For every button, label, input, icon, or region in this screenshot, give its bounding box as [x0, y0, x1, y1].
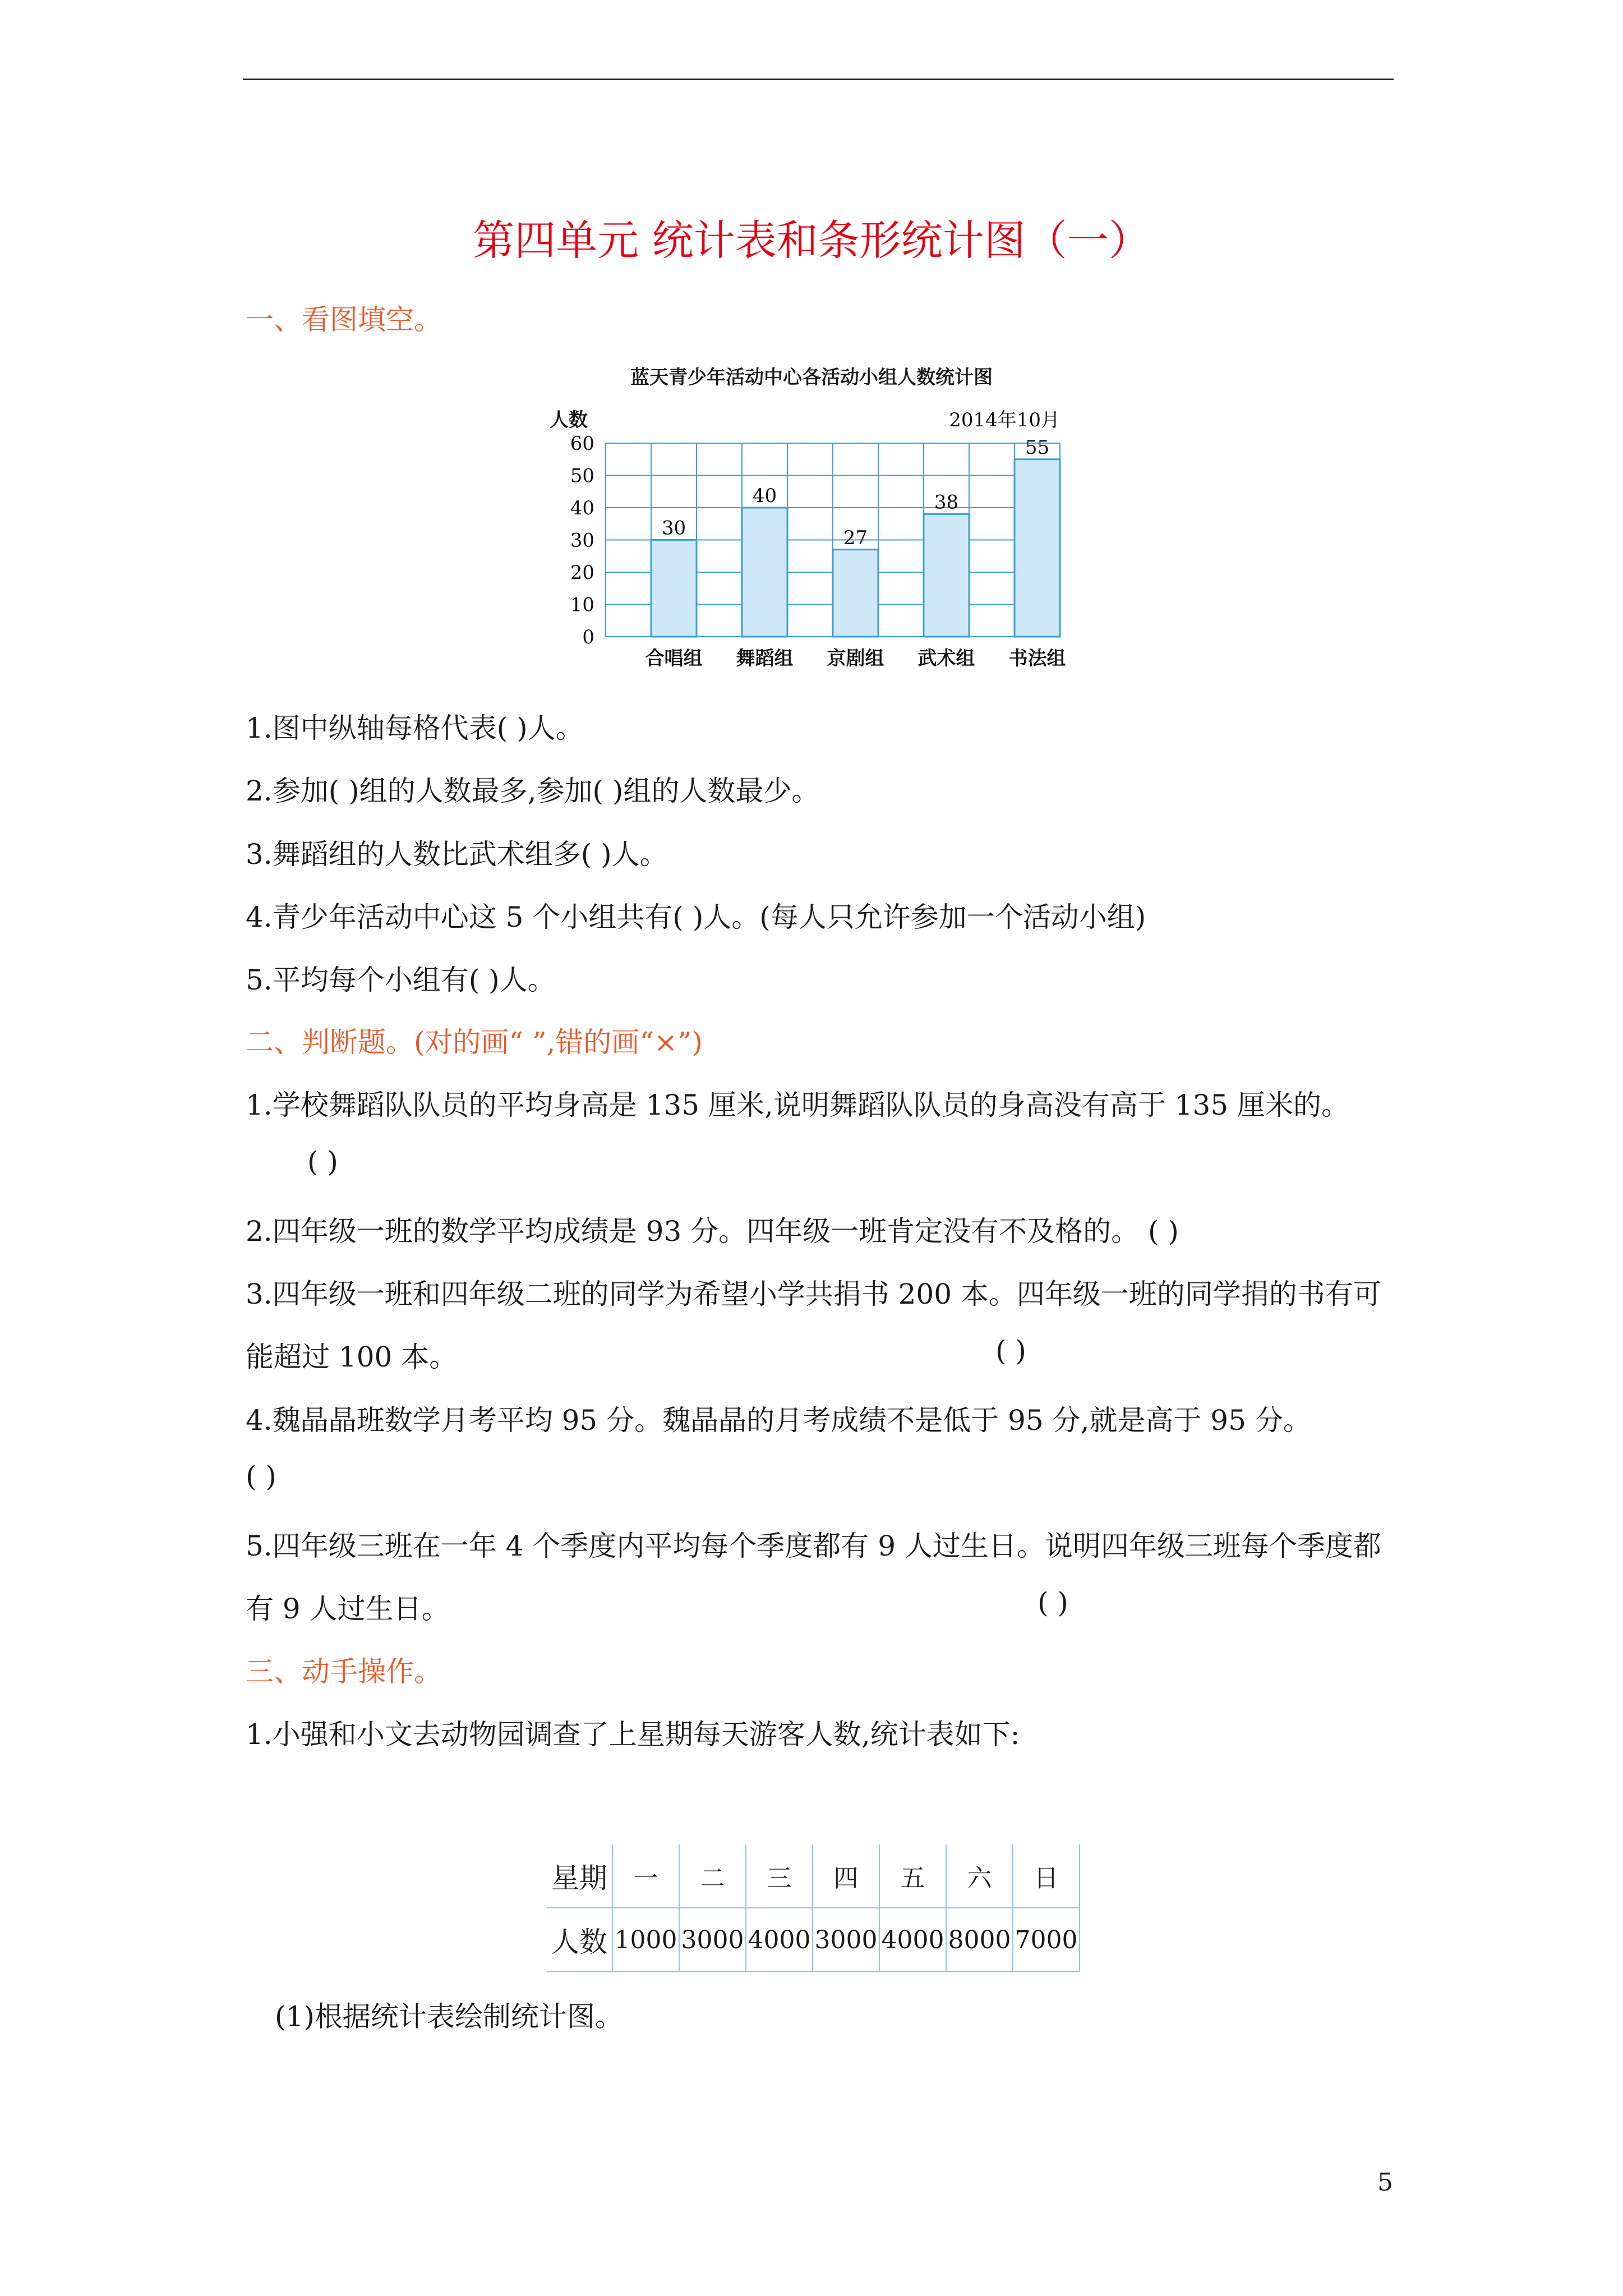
- judge-4-bracket: ( ): [246, 1460, 276, 1493]
- table-cell: 六: [946, 1844, 1013, 1908]
- judge-5-bracket: ( ): [1038, 1586, 1068, 1619]
- y-tick-label: 60: [570, 432, 594, 455]
- bar-value-label: 27: [843, 526, 868, 549]
- operation-sub1: (1)根据统计表绘制统计图。: [275, 2000, 623, 2033]
- table-header-cell: 星期: [547, 1844, 612, 1908]
- question-1-3: 3.舞蹈组的人数比武术组多( )人。: [246, 838, 668, 871]
- y-axis-label: 人数: [550, 409, 588, 431]
- x-tick-label: 京剧组: [827, 647, 884, 670]
- table-header-cell: 人数: [547, 1908, 612, 1972]
- table-cell: 4000: [746, 1908, 813, 1972]
- question-1-4: 4.青少年活动中心这 5 个小组共有( )人。(每人只允许参加一个活动小组): [246, 901, 1146, 933]
- question-1-1: 1.图中纵轴每格代表( )人。: [246, 712, 584, 744]
- table-cell: 二: [679, 1844, 746, 1908]
- judge-5: 5.四年级三班在一年 4 个季度内平均每个季度都有 9 人过生日。说明四年级三班每个季度都: [246, 1530, 1381, 1562]
- x-tick-label: 合唱组: [645, 647, 703, 670]
- judge-1-bracket: ( ): [307, 1145, 338, 1178]
- table-cell: 五: [879, 1844, 946, 1908]
- table-cell: 1000: [612, 1908, 679, 1972]
- y-tick-label: 10: [570, 593, 594, 616]
- bar-value-label: 30: [661, 517, 686, 540]
- bar-value-label: 55: [1025, 436, 1050, 459]
- section2-heading: 二、判断题。(对的画“ ”,错的画“×”): [246, 1026, 703, 1059]
- table-cell: 日: [1013, 1844, 1080, 1908]
- x-tick-label: 武术组: [917, 647, 975, 670]
- y-tick-label: 30: [570, 529, 594, 552]
- y-tick-label: 0: [582, 626, 594, 648]
- table-cell: 一: [612, 1844, 679, 1908]
- judge-5-cont: 有 9 人过生日。: [246, 1593, 450, 1625]
- bar: [833, 550, 878, 637]
- top-rule: [243, 79, 1394, 80]
- bar: [742, 508, 787, 637]
- judge-2: 2.四年级一班的数学平均成绩是 93 分。四年级一班肯定没有不及格的。 ( ): [246, 1215, 1179, 1248]
- bar: [1015, 459, 1060, 637]
- judge-4: 4.魏晶晶班数学月考平均 95 分。魏晶晶的月考成绩不是低于 95 分,就是高于 95 分。: [246, 1404, 1311, 1437]
- bar: [924, 514, 969, 637]
- judge-1: 1.学校舞蹈队队员的平均身高是 135 厘米,说明舞蹈队队员的身高没有高于 135 厘米的。: [246, 1089, 1350, 1121]
- bar-value-label: 38: [934, 491, 959, 514]
- x-tick-label: 书法组: [1008, 647, 1066, 670]
- table-cell: 三: [746, 1844, 813, 1908]
- page-number: 5: [1377, 2168, 1393, 2197]
- question-1-5: 5.平均每个小组有( )人。: [246, 964, 556, 996]
- table-cell: 8000: [946, 1908, 1013, 1972]
- question-1-2: 2.参加( )组的人数最多,参加( )组的人数最少。: [246, 775, 820, 807]
- y-tick-label: 20: [570, 562, 594, 584]
- x-tick-label: 舞蹈组: [736, 647, 794, 670]
- chart-title: 蓝天青少年活动中心各活动小组人数统计图: [630, 366, 993, 389]
- section1-heading: 一、看图填空。: [246, 303, 442, 336]
- table-row: [547, 1844, 1080, 1908]
- page-title: 第四单元 统计表和条形统计图（一）: [473, 217, 1150, 265]
- section3-heading: 三、动手操作。: [246, 1655, 442, 1688]
- bar-chart: [550, 398, 1077, 673]
- judge-3-cont: 能超过 100 本。: [246, 1341, 458, 1373]
- y-tick-label: 40: [570, 497, 594, 519]
- bar: [651, 540, 697, 637]
- judge-3-bracket: ( ): [995, 1335, 1026, 1367]
- table-cell: 3000: [813, 1908, 879, 1972]
- table-row: [547, 1908, 1080, 1972]
- y-tick-label: 50: [570, 464, 594, 487]
- judge-3: 3.四年级一班和四年级二班的同学为希望小学共捐书 200 本。四年级一班的同学捐的书有可: [246, 1278, 1381, 1310]
- operation-intro: 1.小强和小文去动物园调查了上星期每天游客人数,统计表如下:: [246, 1718, 1020, 1751]
- chart-date: 2014年10月: [949, 409, 1060, 431]
- bar-value-label: 40: [752, 485, 777, 507]
- table-cell: 3000: [679, 1908, 746, 1972]
- table-cell: 7000: [1013, 1908, 1080, 1972]
- table-cell: 四: [813, 1844, 879, 1908]
- table-cell: 4000: [879, 1908, 946, 1972]
- visitor-table: [547, 1844, 1080, 1972]
